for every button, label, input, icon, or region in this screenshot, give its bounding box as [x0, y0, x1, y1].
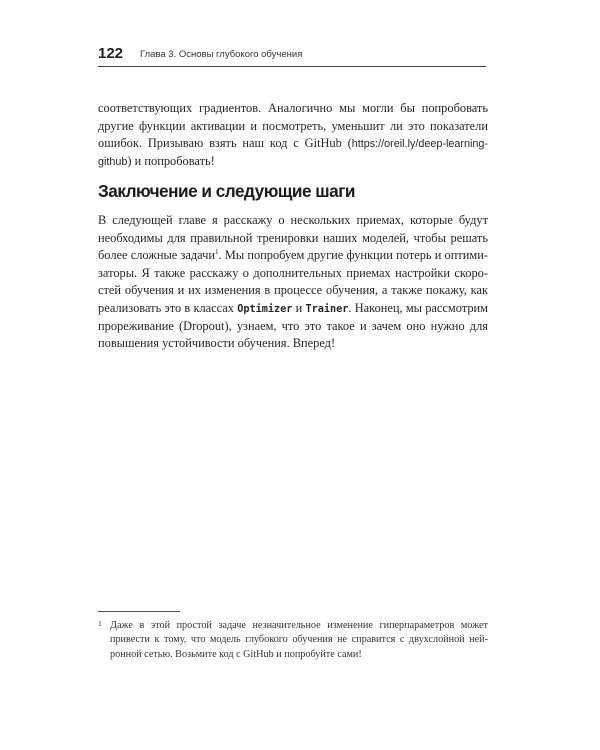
- page-number: 122: [98, 45, 124, 62]
- main-line-7: прореживание (Dropout), узнаем, что это такое и зачем оно нужно для: [98, 318, 488, 333]
- main-line-6-text-b: . Наконец, мы рассмотрим: [348, 300, 488, 315]
- main-line-6-text-a: реализовать это в классах: [98, 300, 238, 315]
- running-head: Глава 3. Основы глубокого обучения: [140, 49, 303, 60]
- intro-line-3: [98, 135, 488, 153]
- main-line-3: [98, 247, 488, 265]
- section-title: Заключение и следующие шаги: [98, 181, 355, 201]
- github-url-part1[interactable]: https://oreil.ly/deep-learning-: [351, 138, 488, 151]
- main-line-8: повышения устойчивости обучения. Вперед!: [98, 336, 336, 351]
- intro-line-4-text: ) и попробовать!: [127, 153, 215, 168]
- github-url-part2[interactable]: github: [98, 155, 128, 168]
- intro-paragraph: [98, 100, 488, 170]
- main-line-1: В следующей главе я расскажу о нескольких приемах, которые будут: [98, 213, 488, 227]
- footnote-text: [110, 619, 488, 662]
- main-line-2: необходимы для правильной тренировки наших моделей, чтобы решать: [98, 230, 488, 245]
- main-line-3-text-a: более сложные задачи: [98, 248, 216, 263]
- intro-line-4: [98, 153, 488, 171]
- header-divider: [98, 66, 486, 67]
- footnote-line-1: Даже в этой простой задаче незначительное изменение гиперпараметров может: [110, 620, 488, 631]
- main-line-5: стей обучения и их изменения в процессе обучения, а также покажу, как: [98, 283, 488, 298]
- footnote-reference[interactable]: 1: [215, 248, 219, 257]
- main-line-3-text-b: . Мы попробуем другие функции потерь и оптими-: [218, 248, 488, 263]
- page-header: [98, 45, 486, 67]
- intro-line-3-text: ошибок. Призываю взять наш код с GitHub (: [98, 136, 352, 151]
- code-optimizer: Optimizer: [237, 303, 293, 315]
- code-trainer: Trainer: [305, 303, 349, 315]
- footnote-line-3: ронной сетью. Возьмите код с GitHub и попробуйте сами!: [110, 648, 362, 660]
- footnote-divider: [98, 611, 180, 612]
- footnote-marker: 1: [98, 619, 102, 628]
- intro-line-2: другие функции активации и посмотреть, уменьшит ли это показатели: [98, 118, 488, 133]
- main-line-6: [98, 300, 488, 318]
- intro-line-1: соответствующих градиентов. Аналогично мы могли бы попробовать: [98, 101, 488, 115]
- footnote-line-2: привести к тому, что модель глубокого обучения не справится с двухслойной ней-: [110, 634, 488, 646]
- main-paragraph: [98, 212, 488, 353]
- main-line-6-and: и: [292, 300, 306, 315]
- main-line-4: заторы. Я также расскажу о дополнительных приемах настройки скоро-: [98, 265, 488, 280]
